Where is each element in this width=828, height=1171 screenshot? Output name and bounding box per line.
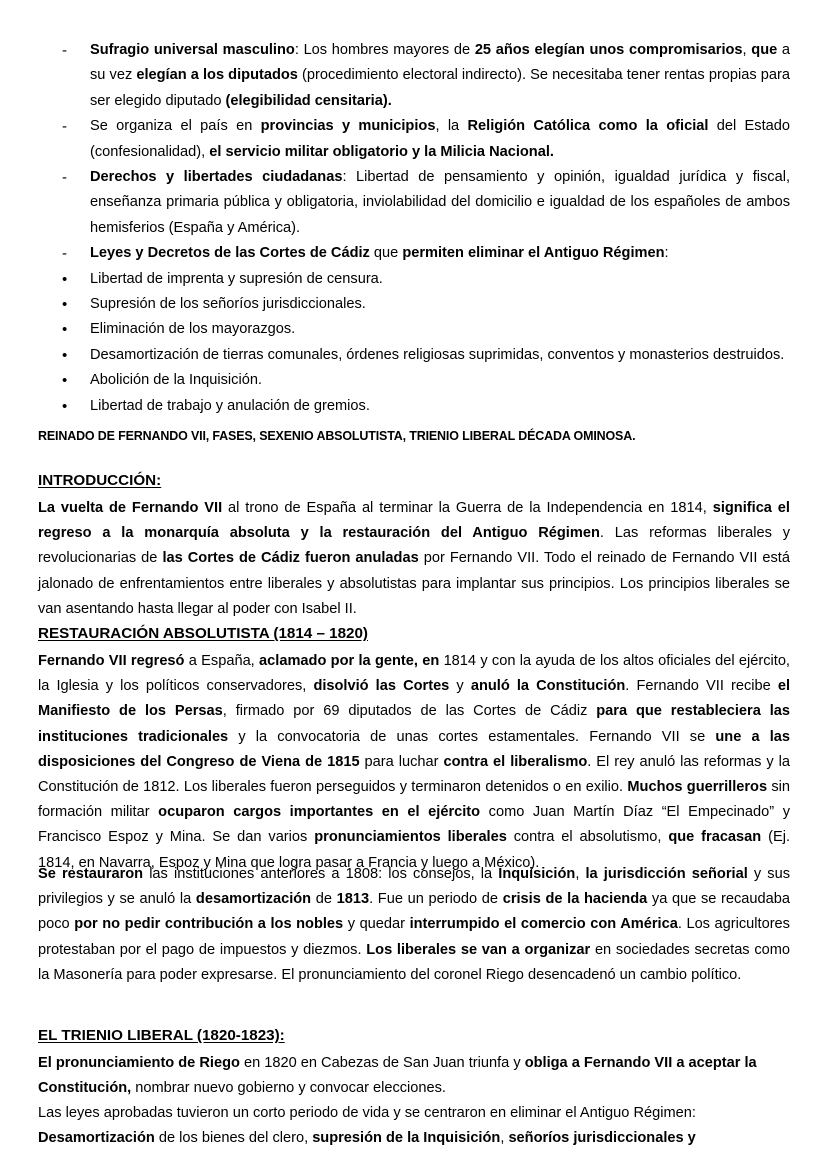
text-run-bold: permiten eliminar el Antiguo Régimen xyxy=(402,245,665,262)
text-run-bold: el servicio militar obligatorio y la Milicia Nacional. xyxy=(209,143,554,160)
text-run: . Los agricultores protestaban por el pago de impuestos y diezmos. xyxy=(38,916,790,958)
section-heading-restauracion-absolutista: RESTAURACIÓN ABSOLUTISTA (1814 – 1820) xyxy=(38,625,368,642)
round-bullet-icon: • xyxy=(62,321,68,339)
text-run: para luchar xyxy=(359,753,444,770)
text-run: y xyxy=(449,678,471,695)
text-run: Eliminación de los mayorazgos. xyxy=(90,321,296,338)
text-run: Las leyes aprobadas tuvieron un corto periodo de vida y se centraron en eliminar el Antiguo Régimen: xyxy=(38,1105,696,1121)
text-run-bold: Sufragio universal masculino xyxy=(90,42,295,58)
dash-bullet-icon: - xyxy=(62,118,67,136)
text-run: como Juan Martín Díaz “El Empecinado” y Francisco Espoz y Mina. Se dan varios xyxy=(38,804,790,846)
text-run-bold: Los liberales se van a organizar xyxy=(366,941,591,958)
text-run-bold: desamortización xyxy=(195,891,312,908)
round-bullet-icon: • xyxy=(62,270,68,288)
text-run: a su vez xyxy=(90,42,791,84)
text-run-bold: ocuparon cargos importantes en el ejército xyxy=(158,804,481,821)
text-run: al trono de España al terminar la Guerra de la Independencia en 1814, xyxy=(222,500,713,516)
text-run: , xyxy=(575,866,586,882)
list-item xyxy=(38,114,790,165)
text-run: y la convocatoria de unas cortes estamentales. Fernando VII se xyxy=(228,728,716,745)
list-item-text xyxy=(90,296,366,312)
text-run-bold: significa el regreso a la monarquía absoluta y la restauración del Antiguo Régimen xyxy=(38,500,790,542)
paragraph-restauracion-2 xyxy=(38,862,790,988)
text-run-bold: La vuelta de Fernando VII xyxy=(38,500,223,516)
dash-bullet-icon: - xyxy=(62,169,67,187)
text-run: . Fernando VII recibe xyxy=(625,678,778,695)
text-run-bold: Inquisición xyxy=(498,866,576,882)
text-run: : Libertad de pensamiento y opinión, igualdad jurídica y fiscal, enseñanza primaria pública y obligatoria, inviolabilidad del domicilio e igualdad de los españoles de ambos hemisferios (España y América). xyxy=(90,169,791,236)
constitution-measures-list xyxy=(38,38,790,419)
page-title: REINADO DE FERNANDO VII, FASES, SEXENIO ABSOLUTISTA, TRIENIO LIBERAL DÉCADA OMINOSA. xyxy=(38,428,636,443)
text-run-bold: Leyes y Decretos de las Cortes de Cádiz xyxy=(90,245,370,262)
list-item xyxy=(38,394,790,419)
text-run: y quedar xyxy=(343,916,410,933)
list-item-text xyxy=(90,372,262,388)
text-run: ya que se recaudaba poco xyxy=(38,891,791,933)
list-item-text xyxy=(90,398,370,414)
text-run-bold: disolvió las Cortes xyxy=(313,678,450,695)
text-run-bold: supresión de la Inquisición xyxy=(312,1130,501,1147)
text-run-bold: interrumpido el comercio con América xyxy=(409,916,678,933)
text-run: (Ej. 1814, en Navarra, Espoz y Mina que logra pasar a Francia y luego a México). xyxy=(38,829,790,871)
round-bullet-icon: • xyxy=(62,397,68,415)
text-run: y sus privilegios y se anuló la xyxy=(38,866,791,908)
text-run-bold: 25 años elegían unos compromisarios xyxy=(474,42,743,58)
list-item-text xyxy=(90,347,784,363)
text-run: (procedimiento electoral indirecto). Se necesitaba tener rentas propias para ser elegido diputado xyxy=(90,67,791,109)
text-run: las instituciones anteriores a 1808: los consejos, la xyxy=(143,866,499,882)
text-run: . El rey anuló las reformas y la Constitución de 1812. Los liberales fueron perseguidos y terminaron detenidos o en exilio. xyxy=(38,753,790,796)
text-run-bold: une a las disposiciones del Congreso de Viena de 1815 xyxy=(38,728,790,770)
text-run-bold: pronunciamientos liberales xyxy=(314,829,507,846)
text-run-bold: provincias y municipios xyxy=(260,118,436,135)
text-run: Libertad de trabajo y anulación de gremios. xyxy=(90,397,370,414)
list-item xyxy=(38,317,790,342)
paragraph-trienio-1 xyxy=(38,1051,790,1101)
list-item xyxy=(38,241,790,266)
text-run: , xyxy=(500,1130,509,1147)
list-item xyxy=(38,267,790,292)
paragraph-trienio-2 xyxy=(38,1101,790,1151)
paragraph-introduccion xyxy=(38,496,790,622)
text-run: , la xyxy=(435,118,468,135)
text-run-bold: anuló la Constitución xyxy=(470,678,626,695)
list-item xyxy=(38,368,790,393)
text-run-bold: El pronunciamiento de Riego xyxy=(38,1055,240,1071)
text-run: Abolición de la Inquisición. xyxy=(90,372,262,389)
text-run: nombrar nuevo gobierno y convocar elecciones. xyxy=(131,1080,446,1097)
list-item-text xyxy=(90,169,790,236)
text-run-bold: que fracasan xyxy=(668,829,762,846)
text-run: : Los hombres mayores de xyxy=(294,42,475,58)
text-run-bold: para que restableciera las instituciones tradicionales xyxy=(38,703,791,745)
list-item xyxy=(38,292,790,317)
text-run-bold: el Manifiesto de los Persas xyxy=(38,678,791,720)
round-bullet-icon: • xyxy=(62,296,68,314)
text-run: Libertad de imprenta y supresión de censura. xyxy=(90,270,383,287)
text-run-bold: crisis de la hacienda xyxy=(502,891,648,908)
text-run-bold: Fernando VII regresó xyxy=(38,653,185,669)
text-run: , xyxy=(742,42,752,58)
text-run-bold: 1813 xyxy=(336,891,370,908)
text-run: : xyxy=(664,245,669,262)
text-run-bold: Derechos y libertades ciudadanas xyxy=(90,169,343,186)
dash-bullet-icon: - xyxy=(62,42,67,59)
text-run: contra el absolutismo, xyxy=(506,829,669,846)
text-run: sin formación militar xyxy=(38,779,791,821)
text-run: a España, xyxy=(184,653,260,669)
text-run: en sociedades secretas como la Masonería para poder expresarse. El pronunciamiento del coronel Riego desencadenó un cambio político. xyxy=(38,941,791,983)
text-run: 1814 y con la ayuda de los altos oficiales del ejército, la Iglesia y los políticos conservadores, xyxy=(38,653,790,695)
list-item xyxy=(38,38,790,114)
text-run-bold: señoríos jurisdiccionales y xyxy=(508,1130,696,1147)
text-run: que xyxy=(369,245,403,262)
text-run: de xyxy=(311,891,337,908)
text-run: . Las reformas liberales y revolucionarias de xyxy=(38,525,790,567)
dash-bullet-icon: - xyxy=(62,245,67,263)
list-item xyxy=(38,165,790,241)
text-run: Desamortización de tierras comunales, órdenes religiosas suprimidas, conventos y monasterios destruidos. xyxy=(90,346,785,363)
round-bullet-icon: • xyxy=(62,346,68,364)
text-run-bold: que xyxy=(751,42,778,58)
text-run-bold: la jurisdicción señorial xyxy=(585,866,748,882)
text-run: Se organiza el país en xyxy=(90,118,261,135)
text-run-bold: Muchos guerrilleros xyxy=(627,779,768,796)
text-run-bold: por no pedir contribución a los nobles xyxy=(74,916,344,933)
list-item-text xyxy=(90,245,669,261)
list-item xyxy=(38,343,790,368)
text-run: Supresión de los señoríos jurisdiccionales. xyxy=(90,296,366,313)
text-run-bold: las Cortes de Cádiz fueron anuladas xyxy=(162,550,419,567)
text-run-bold: obliga a Fernando VII a aceptar la Constitución, xyxy=(38,1055,757,1097)
text-run-bold: aclamado por la gente, en xyxy=(259,653,440,669)
paragraph-restauracion-1 xyxy=(38,649,790,876)
text-run-bold: Se restauraron xyxy=(38,866,144,882)
text-run-bold: Desamortización xyxy=(38,1130,155,1147)
text-run: de los bienes del clero, xyxy=(154,1130,313,1147)
list-item-text xyxy=(90,321,295,337)
text-run-bold: (elegibilidad censitaria). xyxy=(225,92,392,109)
text-run: . Fue un periodo de xyxy=(369,891,503,908)
list-item-text xyxy=(90,42,790,109)
text-run: en 1820 en Cabezas de San Juan triunfa y xyxy=(239,1055,525,1071)
text-run: por Fernando VII. Todo el reinado de Fernando VII está jalonado de enfrentamientos entre liberales y absolutistas para implantar sus principios. Los principios liberales se van asentando hasta llegar al poder con Isabel II. xyxy=(38,550,790,617)
round-bullet-icon: • xyxy=(62,372,68,390)
text-run: , firmado por 69 diputados de las Cortes de Cádiz xyxy=(222,703,597,720)
section-heading-trienio-liberal: EL TRIENIO LIBERAL (1820-1823): xyxy=(38,1027,285,1044)
text-run-bold: contra el liberalismo xyxy=(443,753,588,770)
text-run: del Estado (confesionalidad), xyxy=(90,118,790,160)
list-item-text xyxy=(90,271,383,287)
list-item-text xyxy=(90,118,790,159)
section-heading-introduccion: INTRODUCCIÓN: xyxy=(38,472,162,489)
text-run-bold: Religión Católica como la oficial xyxy=(467,118,709,135)
text-run-bold: elegían a los diputados xyxy=(136,67,298,84)
